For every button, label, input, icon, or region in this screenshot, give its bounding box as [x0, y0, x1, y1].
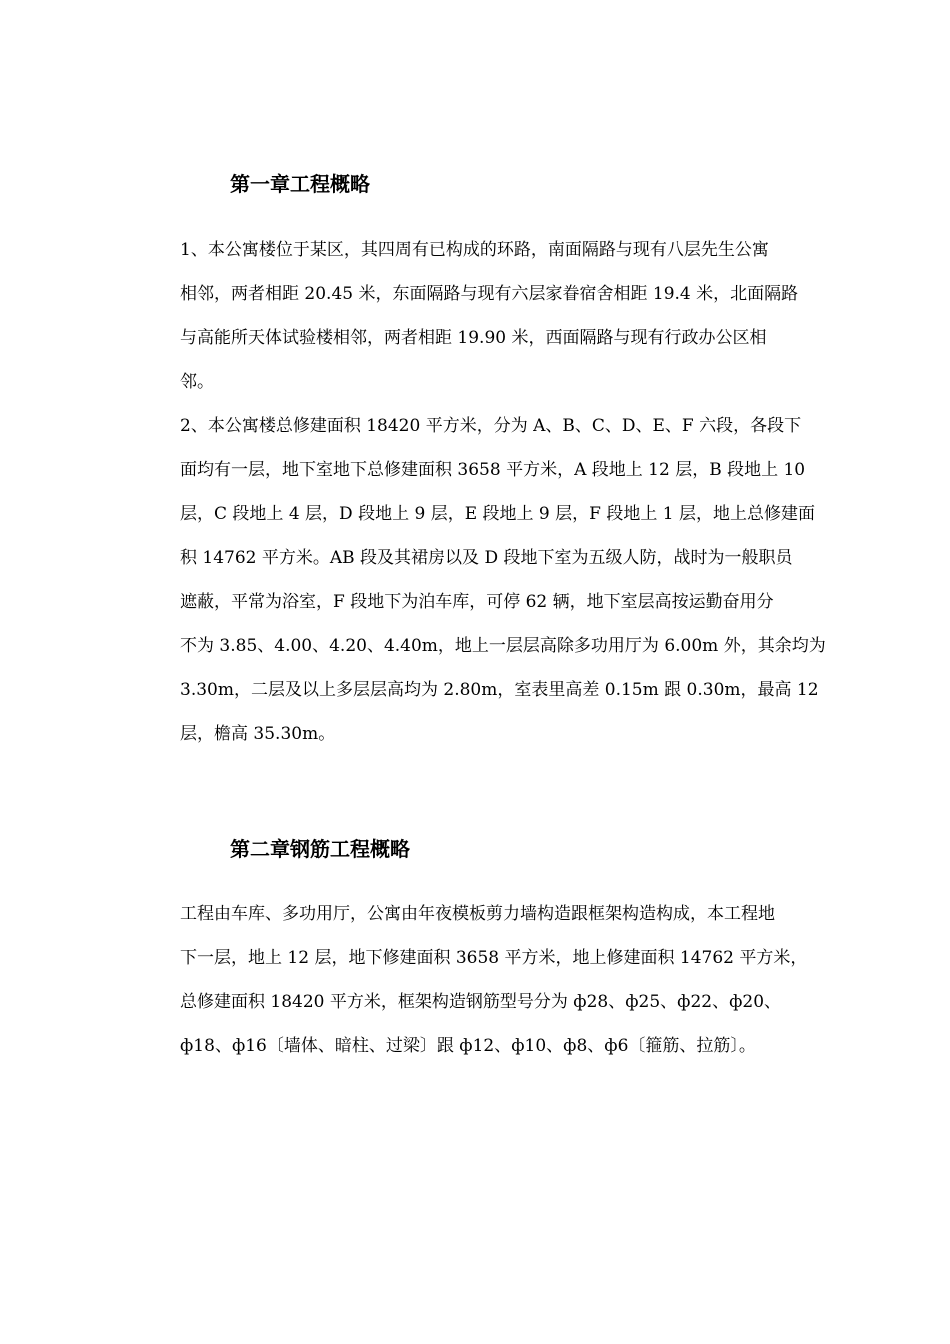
text-line: 积 14762 平方米。AB 段及其裙房以及 D 段地下室为五级人防，战时为一般职员 — [180, 548, 793, 568]
chapter-2-title: 第二章钢筋工程概略 — [230, 837, 410, 861]
text-line: 工程由车库、多功用厅，公寓由年夜模板剪力墙构造跟框架构造构成，本工程地 — [180, 904, 775, 924]
text-line: 不为 3.85、4.00、4.20、4.40m，地上一层层高除多功用厅为 6.00m 外，其余均为 — [180, 636, 826, 656]
text-line: 面均有一层，地下室地下总修建面积 3658 平方米，A 段地上 12 层，B 段地上 10 — [180, 460, 806, 480]
text-line: 下一层，地上 12 层，地下修建面积 3658 平方米，地上修建面积 14762 平方米， — [180, 948, 808, 968]
text-line: 遮蔽，平常为浴室，F 段地下为泊车库，可停 62 辆，地下室层高按运勤奋用分 — [180, 592, 774, 612]
text-line: 层，檐高 35.30m。 — [180, 724, 336, 744]
text-line: ф18、ф16〔墙体、暗柱、过梁〕跟 ф12、ф10、ф8、ф6〔箍筋、拉筋〕。 — [180, 1036, 756, 1056]
text-line: 2、本公寓楼总修建面积 18420 平方米，分为 A、B、C、D、E、F 六段，各段下 — [180, 416, 802, 436]
text-line: 总修建面积 18420 平方米，框架构造钢筋型号分为 ф28、ф25、ф22、ф20、 — [180, 992, 782, 1012]
text-line: 与高能所天体试验楼相邻，两者相距 19.90 米，西面隔路与现有行政办公区相 — [180, 328, 767, 348]
chapter-1-title: 第一章工程概略 — [230, 172, 370, 196]
text-line: 3.30m，二层及以上多层层高均为 2.80m，室表里高差 0.15m 跟 0.30m，最高 12 — [180, 680, 819, 700]
text-line: 1、本公寓楼位于某区，其四周有已构成的环路，南面隔路与现有八层先生公寓 — [180, 240, 769, 260]
text-line: 邻。 — [180, 372, 214, 392]
text-line: 层，C 段地上 4 层，D 段地上 9 层，E 段地上 9 层，F 段地上 1 层，地上总修建面 — [180, 504, 815, 524]
text-line: 相邻，两者相距 20.45 米，东面隔路与现有六层家眷宿舍相距 19.4 米，北面隔路 — [180, 284, 799, 304]
